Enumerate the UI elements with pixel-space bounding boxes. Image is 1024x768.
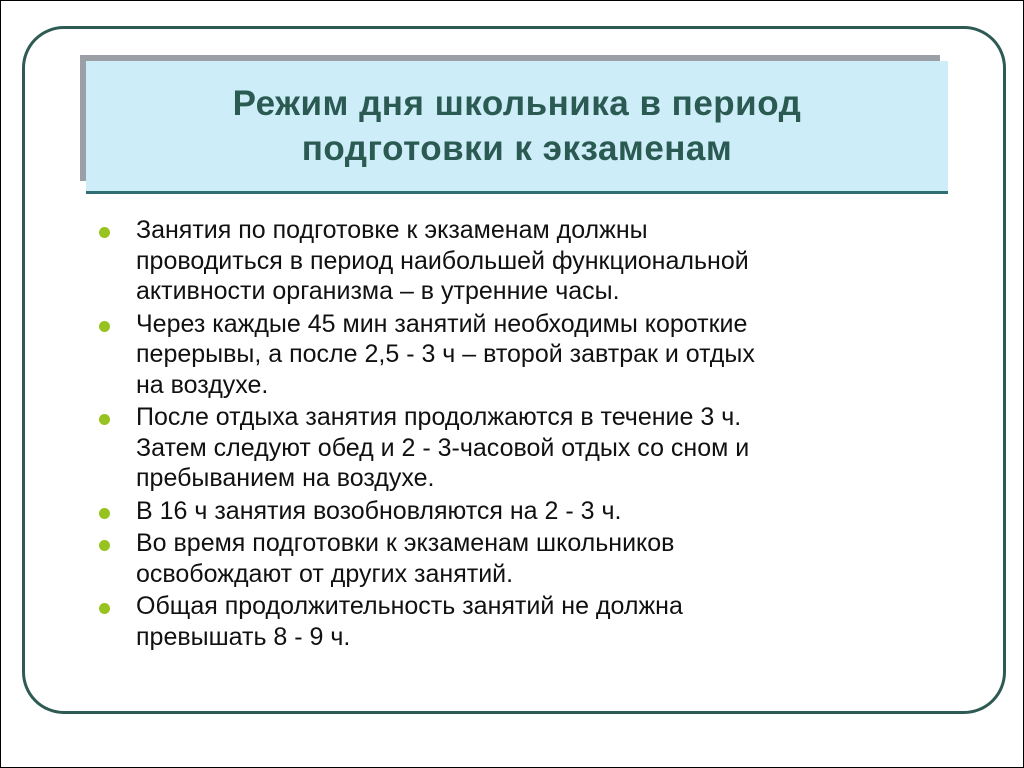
bullet-dot-icon [99, 414, 110, 425]
bullet-text-line: проводиться в период наибольшей функциональной [136, 246, 749, 275]
bullet-text-line: Занятия по подготовке к экзаменам должны [136, 216, 648, 244]
bullet-text-line: Через каждые 45 мин занятий необходимы короткие [136, 309, 748, 338]
bullet-text-line: освобождают от других занятий. [136, 559, 514, 588]
bullet-dot-icon [99, 508, 110, 519]
bullet-text-line: Общая продолжительность занятий не должна [136, 592, 683, 620]
bullet-dot-icon [99, 227, 110, 238]
bullet-text-line: пребыванием на воздухе. [136, 464, 435, 492]
bullet-item-6 [97, 591, 927, 652]
bullet-text-line: После отдыха занятия продолжаются в течение 3 ч. [136, 403, 742, 431]
title-line-1: Режим дня школьника в период [232, 84, 802, 123]
bullet-text-line: активности организма – в утренние часы. [136, 277, 620, 305]
bullet-dot-icon [99, 540, 110, 551]
bullet-item-5 [97, 528, 927, 589]
bullet-item-4 [97, 496, 927, 527]
slide-title [233, 81, 802, 171]
bullet-item-1 [97, 215, 927, 307]
bullet-text-line: В 16 ч занятия возобновляются на 2 - 3 ч. [136, 496, 622, 525]
bullet-text-line: Во время подготовки к экзаменам школьников [136, 529, 675, 557]
bullet-dot-icon [99, 321, 110, 332]
bullet-text-line: Затем следуют обед и 2 - 3-часовой отдых со сном и [136, 433, 750, 462]
bullet-item-2 [97, 309, 927, 401]
title-box [86, 61, 948, 194]
bullet-text-line: на воздухе. [136, 370, 269, 399]
bullet-dot-icon [99, 603, 110, 614]
bullet-item-3 [97, 402, 927, 494]
bullet-text-line: перерывы, а после 2,5 - 3 ч – второй завтрак и отдых [136, 340, 755, 368]
bullet-text-line: превышать 8 - 9 ч. [136, 622, 351, 651]
bullet-list [97, 215, 927, 654]
title-line-2: подготовки к экзаменам [301, 129, 733, 168]
